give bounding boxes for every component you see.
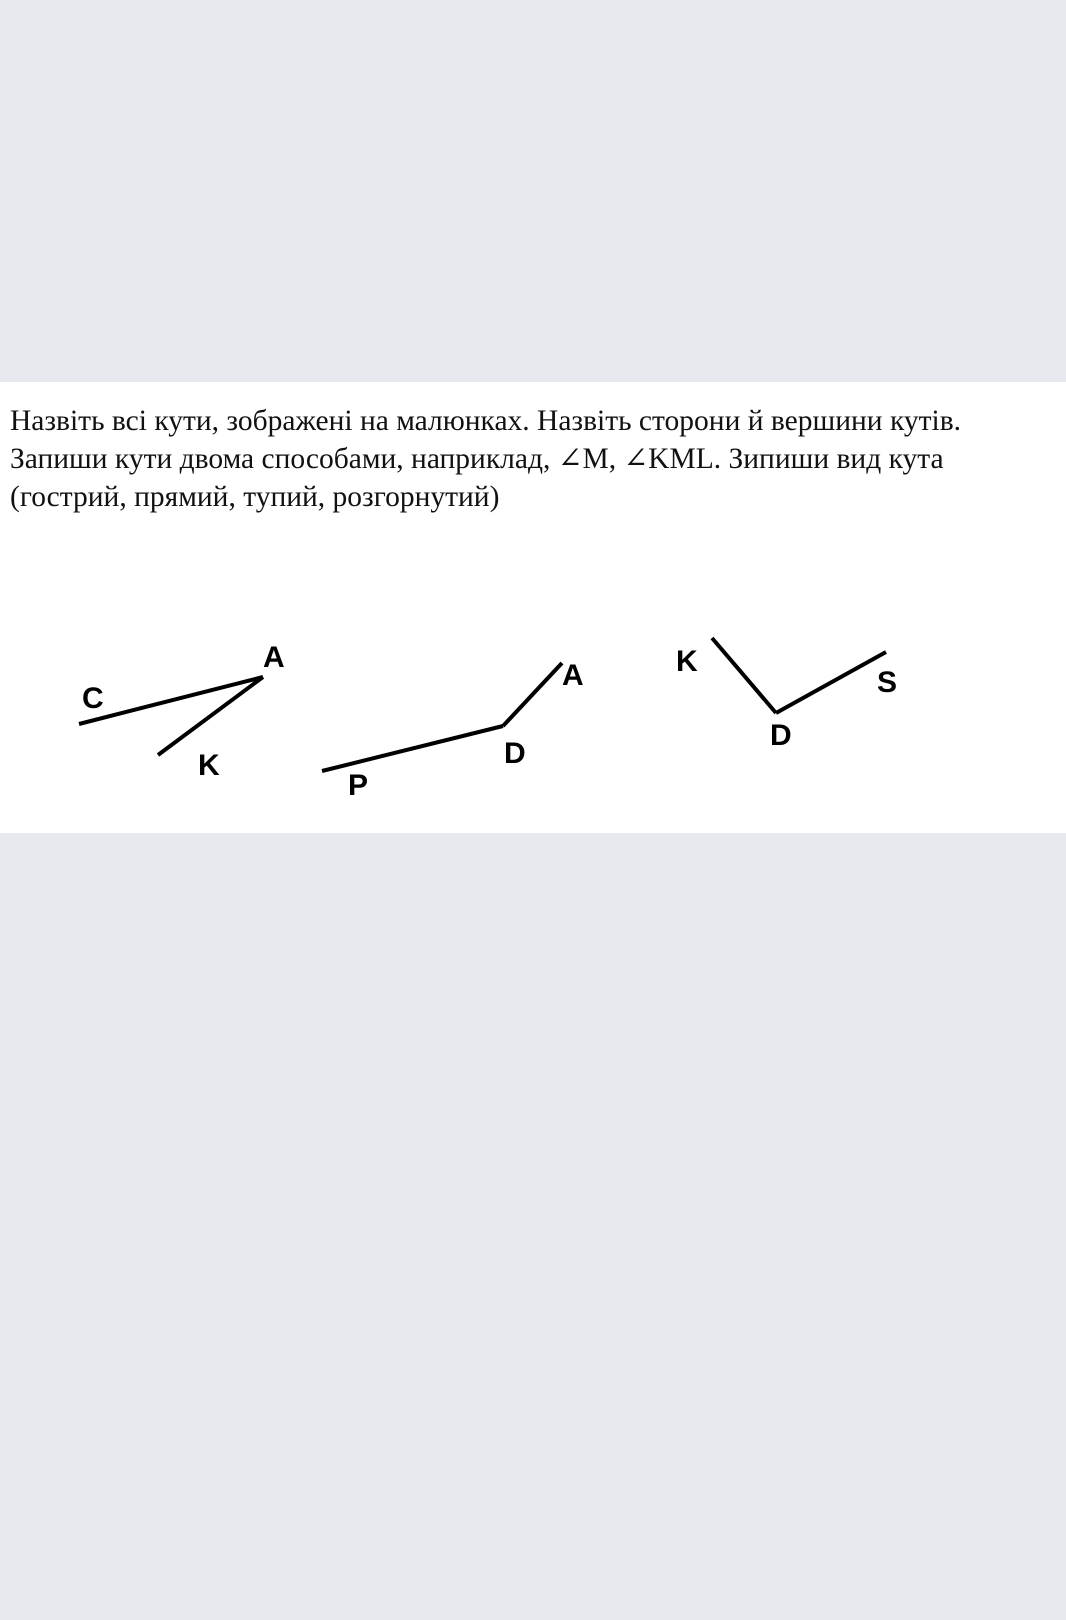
ray-dp — [322, 726, 503, 771]
task-text: Назвіть всі кути, зображені на малюнках. Назвіть сторони й вершини кутів. Запиши кути двома способами, наприклад, ∠M, ∠KML. Зипиши вид кута (гострий, прямий, тупий, розгорнутий) — [10, 405, 962, 513]
angle-pda-figure — [322, 659, 584, 802]
ray-ds — [776, 652, 886, 713]
angle-cak-figure — [79, 641, 285, 782]
label-d: D — [504, 737, 526, 770]
label-c: C — [82, 682, 104, 715]
task-card — [0, 382, 1066, 833]
label-s: S — [877, 666, 898, 699]
label-k: K — [198, 749, 220, 782]
label-d: D — [770, 719, 792, 752]
ray-da — [503, 663, 562, 726]
ray-dk — [712, 638, 776, 713]
angle-kds-figure — [676, 638, 897, 752]
angle-figures — [0, 382, 1066, 833]
label-a: A — [263, 641, 285, 674]
label-p: P — [348, 769, 369, 802]
ray-ac — [79, 677, 263, 724]
label-a: A — [562, 659, 584, 692]
label-k: K — [676, 645, 698, 678]
